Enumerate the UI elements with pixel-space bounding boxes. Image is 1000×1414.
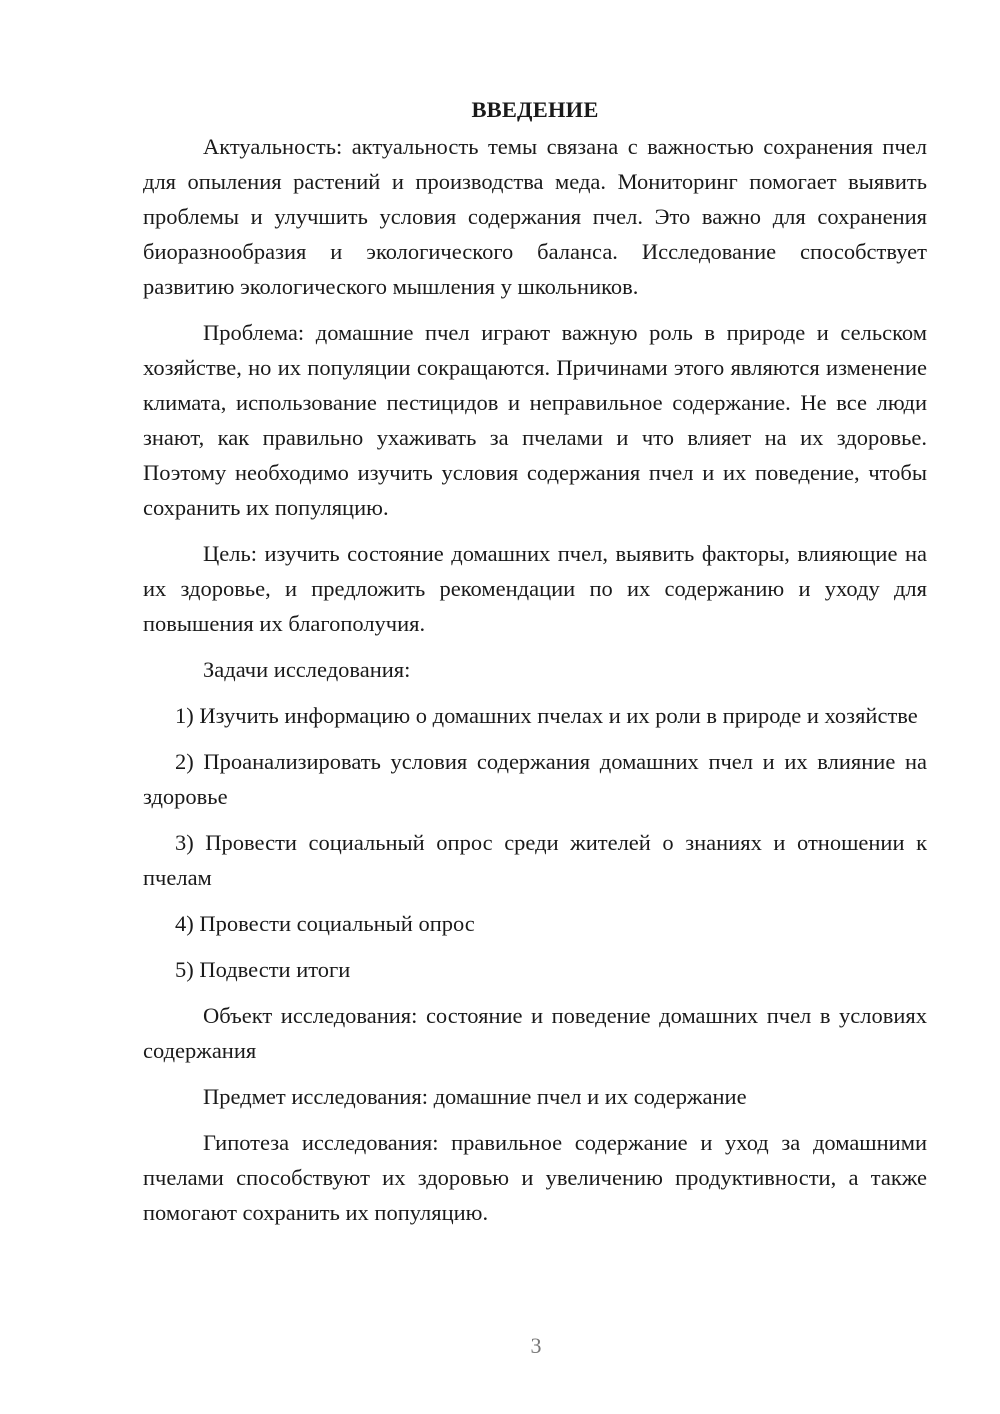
problem-paragraph: Проблема: домашние пчел играют важную роль в природе и сельском хозяйстве, но их популяции сокращаются. Причинами этого являются изменение климата, использование пестицидов и неправильное содержание. Не все люди знают, как правильно ухаживать за пчелами и что влияет на их здоровье. Поэтому необходимо изучить условия содержания пчел и их поведение, чтобы сохранить их популяцию. (143, 320, 927, 520)
hypothesis-paragraph: Гипотеза исследования: правильное содержание и уход за домашними пчелами способствуют их здоровью и увеличению продуктивности, а также помогают сохранить их популяцию. (143, 1130, 927, 1225)
page-title: ВВЕДЕНИЕ (471, 97, 599, 122)
goal-paragraph: Цель: изучить состояние домашних пчел, выявить факторы, влияющие на их здоровье, и предложить рекомендации по их содержанию и уходу для повышения их благополучия. (143, 541, 927, 636)
tasks-heading: Задачи исследования: (203, 657, 411, 682)
subject-paragraph: Предмет исследования: домашние пчел и их содержание (203, 1084, 747, 1109)
task-item-2: 2) Проанализировать условия содержания домашних пчел и их влияние на здоровье (143, 749, 927, 809)
relevance-paragraph: Актуальность: актуальность темы связана с важностью сохранения пчел для опыления растений и производства меда. Мониторинг помогает выявить проблемы и улучшить условия содержания пчел. Это важно для сохранения биоразнообразия и экологического баланса. Исследование способствует развитию экологического мышления у школьников. (143, 134, 927, 299)
task-item-5: 5) Подвести итоги (175, 957, 351, 982)
object-paragraph: Объект исследования: состояние и поведение домашних пчел в условиях содержания (143, 1003, 927, 1063)
task-item-1: 1) Изучить информацию о домашних пчелах и их роли в природе и хозяйстве (175, 703, 918, 728)
document-page (143, 92, 927, 1241)
task-item-3: 3) Провести социальный опрос среди жителей о знаниях и отношении к пчелам (143, 830, 927, 890)
page-number: 3 (530, 1333, 542, 1358)
task-item-4: 4) Провести социальный опрос (175, 911, 475, 936)
